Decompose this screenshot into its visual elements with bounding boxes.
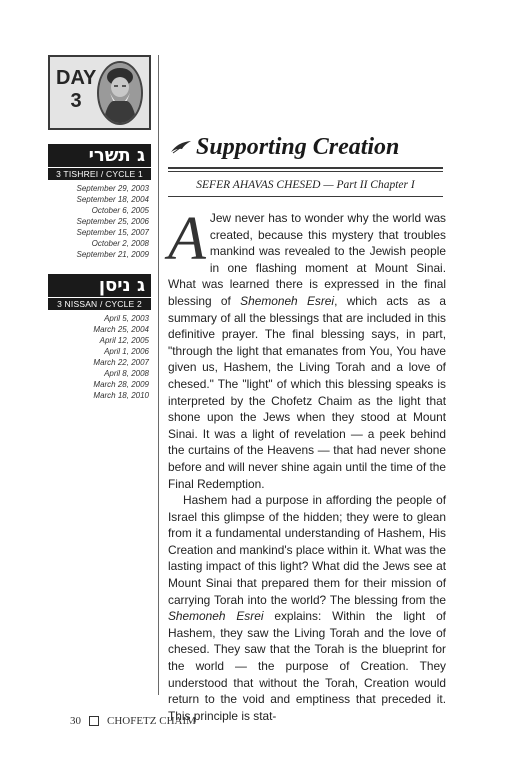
subtitle-rule	[168, 196, 443, 197]
cycle1-block	[48, 144, 151, 260]
text-run: explains: Within the light of Hashem, they saw the Living Torah and the love of chesed. They saw that the Torah is the blueprint for the world — the purpose of Creation. They understood that without the Torah, Creation would return to the void and emptiness that preceded it. This principle is stat-	[168, 609, 446, 723]
title-rule-top	[168, 167, 443, 169]
text-run: Hashem had a purpose in affording the people of Israel this glimpse of the hidden; they were to glean from it a fundamental understanding of Hashem, His Creation and mankind's place within it. What was the lasting impact of this light? What did the Jews see at Mount Sinai that prepared them for their mission of carrying Torah into the world? The blessing from the	[168, 493, 446, 607]
day-word: DAY	[56, 67, 97, 89]
date-item: March 22, 2007	[93, 358, 149, 367]
page-footer	[70, 715, 196, 727]
date-item: September 25, 2006	[76, 217, 149, 226]
cycle2-label: 3 NISSAN / CYCLE 2	[48, 297, 151, 310]
day-number: 3	[70, 90, 82, 112]
date-item: September 18, 2004	[76, 195, 149, 204]
square-ornament-icon	[89, 716, 99, 726]
drop-cap: A	[168, 205, 206, 273]
paragraph-2	[168, 492, 446, 724]
title-row	[170, 133, 460, 161]
article-subtitle: SEFER AHAVAS CHESED — Part II Chapter I	[196, 179, 415, 191]
article-body	[168, 205, 446, 724]
day-label	[56, 67, 96, 113]
text-run: , which acts as a summary of all the blessings that are included in this definitive prayer. The final blessing says, in part, "through the light that emanates from You, You have given us, Hashem, the Living Torah and a love of chesed." The "light" of which this blessing speaks is interpreted by the Chofetz Chaim as the light that shone upon the Jews when they stood at Mount Sinai. It was a light of revelation — a peek behind the curtains of the Heavens — that had never shone before and will never shine again until the time of the Final Redemption.	[168, 293, 446, 491]
date-item: October 2, 2008	[91, 239, 149, 248]
date-item: April 5, 2003	[104, 314, 149, 323]
page-number: 30	[70, 715, 81, 727]
cycle2-block	[48, 274, 151, 401]
date-item: April 12, 2005	[99, 336, 149, 345]
book-title: CHOFETZ CHAIM	[107, 715, 196, 727]
paragraph-1	[168, 205, 446, 492]
date-item: March 28, 2009	[93, 380, 149, 389]
article-title: Supporting Creation	[196, 133, 400, 160]
date-item: October 6, 2005	[91, 206, 149, 215]
date-item: April 8, 2008	[104, 369, 149, 378]
date-item: September 15, 2007	[76, 228, 149, 237]
cycle1-hebrew: ג תשרי	[48, 144, 151, 167]
quill-ornament-icon	[170, 140, 192, 154]
date-item: September 29, 2003	[76, 184, 149, 193]
column-divider	[158, 55, 159, 695]
cycle2-dates	[48, 310, 151, 401]
cycle1-dates	[48, 180, 151, 260]
date-item: April 1, 2006	[104, 347, 149, 356]
date-item: September 21, 2009	[76, 250, 149, 259]
cycle1-label: 3 TISHREI / CYCLE 1	[48, 167, 151, 180]
date-item: March 25, 2004	[93, 325, 149, 334]
portrait-image	[97, 61, 143, 125]
title-rule-bottom	[168, 171, 443, 172]
sidebar	[48, 55, 151, 401]
text-run: Jew never has to wonder why the world was created, because this mystery that troubles mankind was revealed to the Jewish people in one flashing moment at Mount Sinai. What was learned there is expressed in the final blessing of	[168, 211, 446, 308]
day-box	[48, 55, 151, 130]
date-item: March 18, 2010	[93, 391, 149, 400]
emphasis: Shemoneh Esrei	[240, 293, 335, 308]
cycle2-hebrew: ג ניסן	[48, 274, 151, 297]
emphasis: Shemoneh Esrei	[168, 609, 264, 624]
